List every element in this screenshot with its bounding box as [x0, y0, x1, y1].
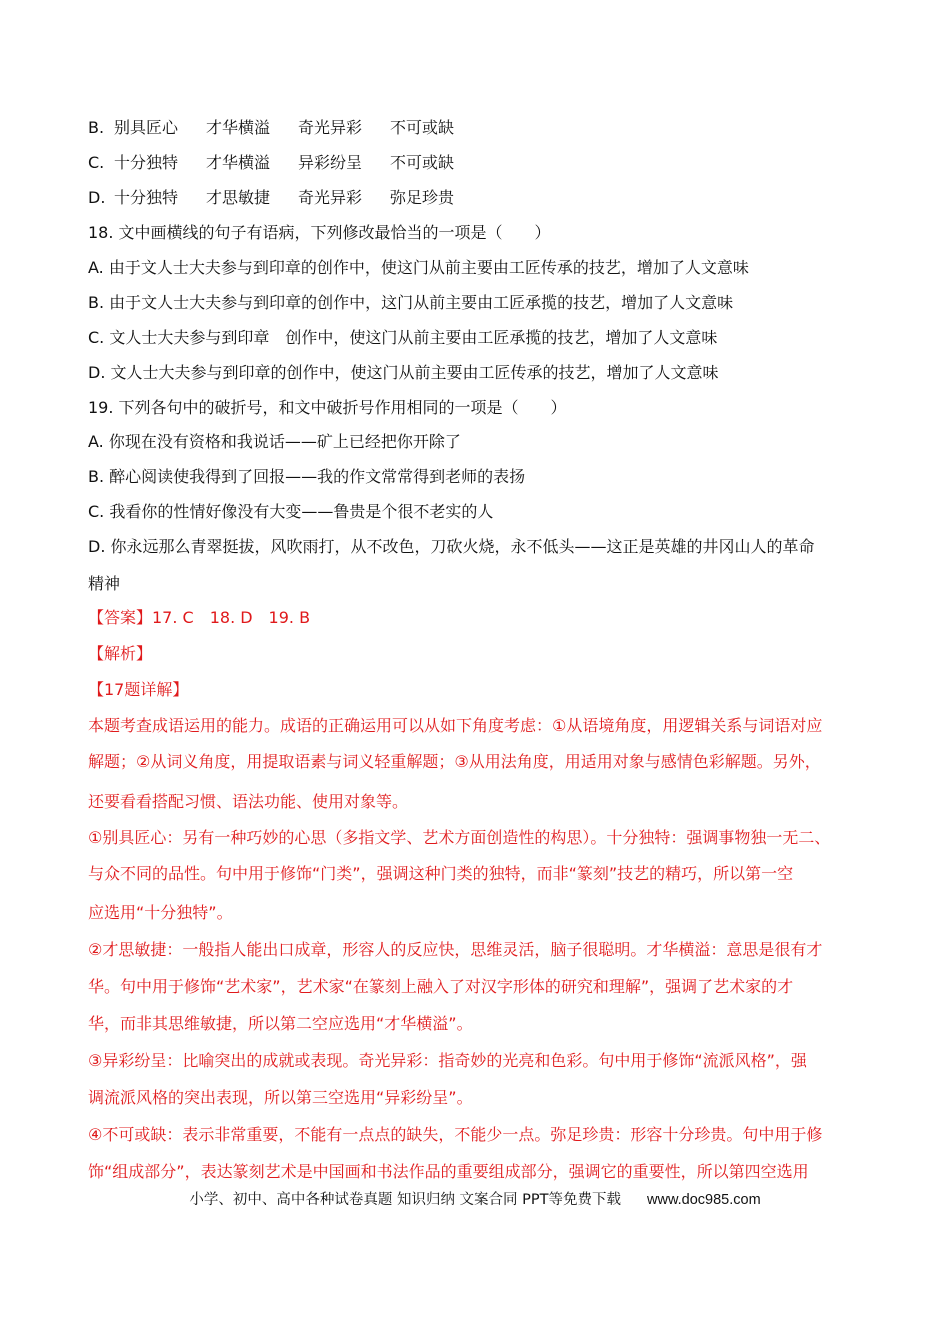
explanation-line: 本题考查成语运用的能力。成语的正确运用可以从如下角度考虑：①从语境角度，用逻辑关系与词语对应: [88, 716, 823, 735]
q18-stem: 18. 文中画横线的句子有语病，下列修改最恰当的一项是（ ）: [88, 223, 551, 242]
option-term: 别具匠心: [114, 118, 179, 137]
explanation-line: ②才思敏捷：一般指人能出口成章，形容人的反应快，思维灵活，脑子很聪明。才华横溢：意思是很有才: [88, 940, 823, 959]
q18-option-d: D. 文人士大夫参与到印章的创作中，使这门从前主要由工匠传承的技艺，增加了人文意味: [88, 363, 719, 382]
q17-option-b: [88, 117, 454, 139]
option-term: 才华横溢: [206, 153, 271, 172]
footer-url-link[interactable]: www.doc985.com: [647, 1192, 761, 1208]
footer-text: 小学、初中、高中各种试卷真题 知识归纳 文案合同 PPT等免费下载: [189, 1192, 622, 1208]
explanation-line: 解题；②从词义角度，用提取语素与词义轻重解题；③从用法角度，用适用对象与感情色彩解题。另外，: [88, 752, 821, 771]
q19-option-d: D. 你永远那么青翠挺拔，风吹雨打，从不改色，刀砍火烧，永不低头——这正是英雄的井冈山人的革命: [88, 537, 815, 556]
option-term: 才华横溢: [206, 118, 271, 137]
answer-key: 【答案】17. C 18. D 19. B: [88, 608, 311, 627]
explanation-line: ③异彩纷呈：比喻突出的成就或表现。奇光异彩：指奇妙的光亮和色彩。句中用于修饰“流派风格”，强: [88, 1051, 807, 1070]
option-term: 弥足珍贵: [390, 188, 455, 207]
option-term: 才思敏捷: [206, 188, 271, 207]
explanation-line: 调流派风格的突出表现，所以第三空选用“异彩纷呈”。: [88, 1088, 473, 1107]
q17-option-c: [88, 152, 454, 174]
q19-option-c: C. 我看你的性情好像没有大变——鲁贵是个很不老实的人: [88, 502, 494, 521]
explanation-line: ④不可或缺：表示非常重要，不能有一点点的缺失，不能少一点。弥足珍贵：形容十分珍贵。句中用于修: [88, 1125, 823, 1144]
q18-option-a: A. 由于文人士大夫参与到印章的创作中，使这门从前主要由工匠传承的技艺，增加了人文意味: [88, 258, 749, 277]
option-term: 异彩纷呈: [298, 153, 363, 172]
option-term: 十分独特: [114, 188, 179, 207]
q19-option-d-continued: 精神: [88, 574, 121, 593]
explanation-line: 饰“组成部分”，表达篆刻艺术是中国画和书法作品的重要组成部分，强调它的重要性，所以第四空选用: [88, 1162, 809, 1181]
analysis-heading: 【解析】: [88, 644, 153, 663]
option-term: 十分独特: [114, 153, 179, 172]
q18-option-b: B. 由于文人士大夫参与到印章的创作中，这门从前主要由工匠承揽的技艺，增加了人文意味: [88, 293, 734, 312]
explanation-line: 与众不同的品性。句中用于修饰“门类”，强调这种门类的独特，而非“篆刻”技艺的精巧，所以第一空: [88, 864, 794, 883]
page-footer: [0, 1190, 950, 1210]
option-term: 不可或缺: [390, 153, 455, 172]
option-label: C.: [88, 153, 105, 172]
explanation-line: 应选用“十分独特”。: [88, 903, 233, 922]
option-label: B.: [88, 118, 105, 137]
q18-option-c: C. 文人士大夫参与到印章 创作中，使这门从前主要由工匠承揽的技艺，增加了人文意味: [88, 328, 718, 347]
explanation-line: 还要看看搭配习惯、语法功能、使用对象等。: [88, 792, 409, 811]
explanation-line: 华。句中用于修饰“艺术家”，艺术家“在篆刻上融入了对汉字形体的研究和理解”，强调了艺术家的才: [88, 977, 794, 996]
q19-option-a: A. 你现在没有资格和我说话——矿上已经把你开除了: [88, 432, 461, 451]
option-label: D.: [88, 188, 106, 207]
option-term: 不可或缺: [390, 118, 455, 137]
explanation-line: ①别具匠心：另有一种巧妙的心思（多指文学、艺术方面创造性的构思）。十分独特：强调事物独一无二、: [88, 828, 831, 847]
q17-option-d: [88, 187, 454, 209]
option-term: 奇光异彩: [298, 118, 363, 137]
q19-option-b: B. 醉心阅读使我得到了回报——我的作文常常得到老师的表扬: [88, 467, 526, 486]
q19-stem: 19. 下列各句中的破折号，和文中破折号作用相同的一项是（ ）: [88, 398, 567, 417]
option-term: 奇光异彩: [298, 188, 363, 207]
q17-detail-heading: 【17题详解】: [88, 680, 189, 699]
explanation-line: 华，而非其思维敏捷，所以第二空应选用“才华横溢”。: [88, 1014, 473, 1033]
